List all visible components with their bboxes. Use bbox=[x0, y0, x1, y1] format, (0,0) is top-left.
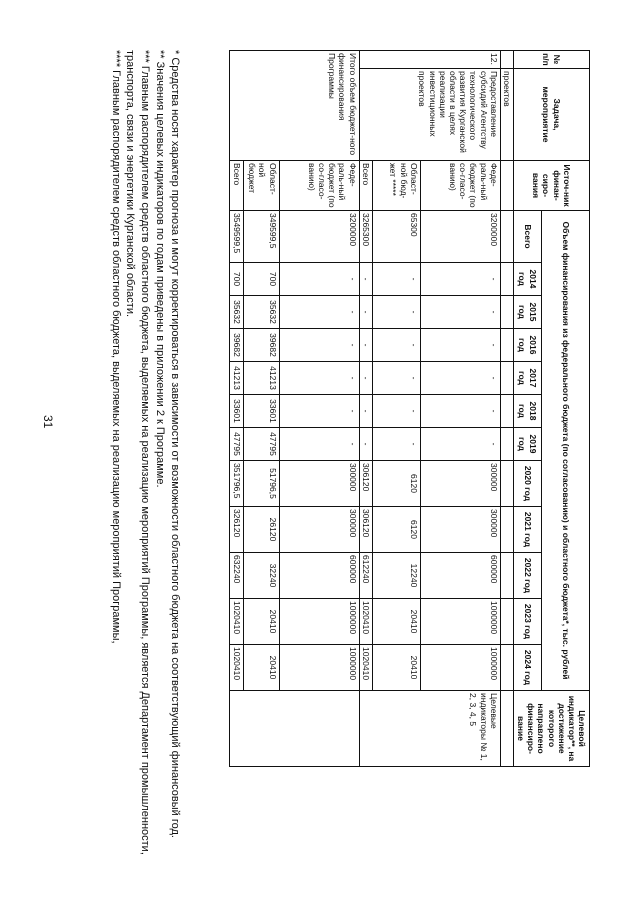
cell bbox=[500, 553, 513, 599]
value-cell: 1000000 bbox=[420, 599, 500, 645]
header-year: 2023 год bbox=[514, 599, 542, 645]
value-cell: 20410 bbox=[243, 645, 279, 691]
source-cell: Област-ной бюджет bbox=[243, 161, 279, 211]
item-task: Предоставление субсидий Агентству технологического развития Курганской области в целях реализации инвестиционных проектов bbox=[359, 69, 500, 161]
continuation-text: проектов bbox=[500, 69, 513, 161]
indicator-cell: Целевые индикаторы № 1, 2, 3, 4, 5 bbox=[359, 691, 500, 767]
value-cell: 33601 bbox=[230, 395, 243, 428]
value-cell: 41213 bbox=[230, 362, 243, 395]
value-cell: 20410 bbox=[243, 599, 279, 645]
value-cell: 3265300 bbox=[359, 211, 372, 263]
value-cell: 26120 bbox=[243, 507, 279, 553]
cell bbox=[500, 645, 513, 691]
value-cell: - bbox=[420, 362, 500, 395]
value-cell: 1020410 bbox=[230, 645, 243, 691]
header-year: 2015 год bbox=[514, 296, 542, 329]
footnotes bbox=[108, 50, 182, 880]
cell bbox=[500, 461, 513, 507]
value-cell: 41213 bbox=[243, 362, 279, 395]
value-cell: 35632 bbox=[243, 296, 279, 329]
header-year: 2022 год bbox=[514, 553, 542, 599]
header-year: 2018 год bbox=[514, 395, 542, 428]
value-cell: 33601 bbox=[243, 395, 279, 428]
header-year: 2016 год bbox=[514, 329, 542, 362]
value-cell: - bbox=[359, 329, 372, 362]
value-cell: 300000 bbox=[279, 461, 359, 507]
value-cell: 1020410 bbox=[359, 645, 372, 691]
value-cell: - bbox=[279, 296, 359, 329]
value-cell: - bbox=[279, 395, 359, 428]
total-label: Итого объем бюджет-ного финансирования Программы bbox=[230, 51, 359, 161]
item-number: 12. bbox=[359, 51, 500, 69]
value-cell: - bbox=[279, 329, 359, 362]
header-year: 2019 год bbox=[514, 428, 542, 461]
financing-table bbox=[229, 50, 590, 767]
value-cell: - bbox=[372, 428, 420, 461]
value-cell: 306120 bbox=[359, 507, 372, 553]
value-cell: 632240 bbox=[230, 553, 243, 599]
value-cell: - bbox=[420, 395, 500, 428]
source-cell: Всего bbox=[359, 161, 372, 211]
value-cell: 306120 bbox=[359, 461, 372, 507]
value-cell: 39682 bbox=[243, 329, 279, 362]
value-cell: 47795 bbox=[230, 428, 243, 461]
value-cell: 612240 bbox=[359, 553, 372, 599]
header-year: 2014 год bbox=[514, 263, 542, 296]
value-cell: 6120 bbox=[372, 461, 420, 507]
indicator-cell bbox=[230, 691, 359, 767]
header-year-total: Всего bbox=[514, 211, 542, 263]
value-cell: 39682 bbox=[230, 329, 243, 362]
value-cell: 20410 bbox=[372, 599, 420, 645]
value-cell: 600000 bbox=[420, 553, 500, 599]
header-num: № п/п bbox=[514, 51, 590, 69]
value-cell: 47795 bbox=[243, 428, 279, 461]
value-cell: 300000 bbox=[420, 461, 500, 507]
cell bbox=[500, 51, 513, 69]
header-year: 2017 год bbox=[514, 362, 542, 395]
header-task: Задача, мероприятие bbox=[514, 69, 590, 161]
value-cell: 300000 bbox=[420, 507, 500, 553]
cell bbox=[500, 599, 513, 645]
header-volume: Объем финансирования из федерального бюджета (по согласованию) и областного бюджета*, тыс. рублей bbox=[542, 211, 590, 691]
value-cell: 12240 bbox=[372, 553, 420, 599]
value-cell: 6120 bbox=[372, 507, 420, 553]
cell bbox=[500, 329, 513, 362]
value-cell: 32240 bbox=[243, 553, 279, 599]
cell bbox=[500, 263, 513, 296]
value-cell: - bbox=[420, 296, 500, 329]
footnote: *** Главным распорядителем средств областного бюджета, выделяемых на реализацию мероприятий Программы, является Департамент промышленности, транспорта, связи и энергетики Курганской области. bbox=[124, 50, 152, 855]
value-cell: - bbox=[359, 296, 372, 329]
value-cell: 1020410 bbox=[230, 599, 243, 645]
value-cell: 3549599,5 bbox=[230, 211, 243, 263]
value-cell: 1000000 bbox=[279, 645, 359, 691]
cell bbox=[500, 507, 513, 553]
value-cell: - bbox=[359, 263, 372, 296]
value-cell: 1020410 bbox=[359, 599, 372, 645]
value-cell: - bbox=[372, 395, 420, 428]
cell bbox=[500, 362, 513, 395]
value-cell: - bbox=[420, 329, 500, 362]
value-cell: 300000 bbox=[279, 507, 359, 553]
value-cell: 700 bbox=[243, 263, 279, 296]
value-cell: - bbox=[279, 428, 359, 461]
value-cell: - bbox=[420, 263, 500, 296]
value-cell: 3200000 bbox=[279, 211, 359, 263]
value-cell: - bbox=[372, 263, 420, 296]
footnote: **** Главным распорядителем средств областного бюджета, выделяемых на реализацию мероприятий Программы, bbox=[109, 50, 122, 644]
header-year: 2020 год bbox=[514, 461, 542, 507]
source-cell: Феде-раль-ный бюджет (по со-гласо-ванию) bbox=[420, 161, 500, 211]
value-cell: 51796,5 bbox=[243, 461, 279, 507]
value-cell: 65300 bbox=[372, 211, 420, 263]
source-cell: Област-ной бюд-жет ***** bbox=[372, 161, 420, 211]
value-cell: - bbox=[279, 263, 359, 296]
value-cell: - bbox=[359, 362, 372, 395]
rotated-page-content bbox=[50, 50, 590, 880]
cell bbox=[500, 691, 513, 767]
value-cell: - bbox=[372, 329, 420, 362]
value-cell: - bbox=[359, 395, 372, 428]
cell bbox=[500, 211, 513, 263]
value-cell: 35632 bbox=[230, 296, 243, 329]
source-cell: Феде-раль-ный бюджет (по со-гласо-ванию) bbox=[279, 161, 359, 211]
page-number: 31 bbox=[41, 415, 55, 429]
value-cell: 351796,5 bbox=[230, 461, 243, 507]
value-cell: 326120 bbox=[230, 507, 243, 553]
value-cell: 349599,5 bbox=[243, 211, 279, 263]
footnote: * Средства носят характер прогноза и могут корректироваться в зависимости от возможности областного бюджета на соответствующий финансовый год. bbox=[169, 50, 181, 838]
cell bbox=[500, 296, 513, 329]
value-cell: - bbox=[372, 362, 420, 395]
header-source: Источ-ник финан-сиро-вания bbox=[514, 161, 590, 211]
footnote: ** Значения целевых индикаторов по годам приведены в приложении 2 к Программе. bbox=[154, 50, 167, 488]
header-year: 2021 год bbox=[514, 507, 542, 553]
value-cell: 700 bbox=[230, 263, 243, 296]
value-cell: - bbox=[372, 296, 420, 329]
header-year: 2024 год bbox=[514, 645, 542, 691]
cell bbox=[500, 428, 513, 461]
value-cell: 600000 bbox=[279, 553, 359, 599]
value-cell: - bbox=[359, 428, 372, 461]
source-cell: Всего bbox=[230, 161, 243, 211]
value-cell: 3200000 bbox=[420, 211, 500, 263]
cell bbox=[500, 395, 513, 428]
value-cell: 1000000 bbox=[279, 599, 359, 645]
value-cell: - bbox=[279, 362, 359, 395]
value-cell: 1000000 bbox=[420, 645, 500, 691]
cell bbox=[500, 161, 513, 211]
value-cell: - bbox=[420, 428, 500, 461]
value-cell: 20410 bbox=[372, 645, 420, 691]
header-indicator: Целевой индикатор**, на достижение которого направлено финансиро-вание bbox=[514, 691, 590, 767]
